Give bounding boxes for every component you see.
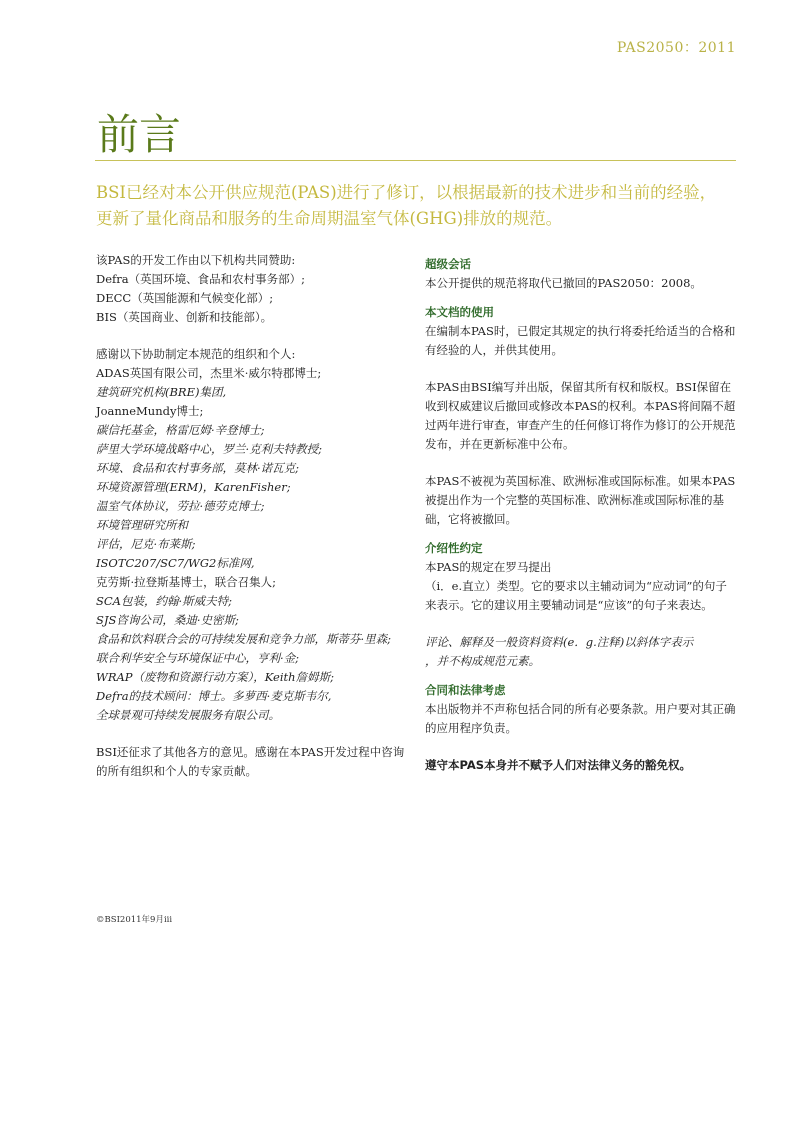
left-column <box>96 251 406 781</box>
sponsor-item: BIS（英国商业、创新和技能部）。 <box>96 310 273 324</box>
sponsor-item: Defra（英国环境、食品和农村事务部）; <box>96 272 306 286</box>
title-divider <box>95 160 736 161</box>
contributor-item: WRAP（废物和资源行动方案），Keith詹姆斯; <box>96 670 334 684</box>
conventions-italic-note: ，并不构成规范元素。 <box>425 654 540 668</box>
contributor-item: 环境管理研究所和 <box>96 518 188 532</box>
use-paragraph: 本PAS由BSI编写并出版，保留其所有权和版权。BSI保留在收到权威建议后撤回或修改本PAS的权利。本PAS将间隔不超过两年进行审查，审查产生的任何修订将作为修订的公开规范发布，并在更新标准中公布。 <box>425 380 736 451</box>
contributor-item: ISOTC207/SC7/WG2标准网, <box>96 556 255 570</box>
contributor-item: SCA包装，约翰·斯威夫特; <box>96 594 233 608</box>
sponsor-item: DECC（英国能源和气候变化部）; <box>96 291 274 305</box>
contributor-item: 环境、食品和农村事务部，莫林·诺瓦克; <box>96 461 300 475</box>
conventions-italic-note: 评论、解释及一般资料资料(e．g.注释)以斜体字表示 <box>425 635 694 649</box>
right-column <box>425 255 737 775</box>
legal-text: 本出版物并不声称包括合同的所有必要条款。用户要对其正确的应用程序负责。 <box>425 702 736 735</box>
use-paragraph: 在编制本PAS时，已假定其规定的执行将委托给适当的合格和有经验的人，并供其使用。 <box>425 324 736 357</box>
lead-paragraph: BSI已经对本公开供应规范(PAS)进行了修订，以根据最新的技术进步和当前的经验，更新了量化商品和服务的生命周期温室气体(GHG)排放的规范。 <box>96 183 717 228</box>
thanks-intro: 感谢以下协助制定本规范的组织和个人: <box>96 347 296 361</box>
contributor-item: 碳信托基金，格雷厄姆·辛登博士; <box>96 423 265 437</box>
contributor-item: 联合利华安全与环境保证中心，亨利·金; <box>96 651 300 665</box>
contributor-item: Defra的技术顾问：博士。多萝西·麦克斯韦尔, <box>96 689 332 703</box>
legal-bold-note: 遵守本PAS本身并不赋予人们对法律义务的豁免权。 <box>425 758 692 772</box>
conventions-text: （i．e.直立）类型。它的要求以主辅动词为“应动词”的句子来表示。它的建议用主要辅动词是“应该”的句子来表达。 <box>425 579 727 612</box>
section-heading-supersession: 超级会话 <box>425 257 471 271</box>
use-paragraph: 本PAS不被视为英国标准、欧洲标准或国际标准。如果本PAS被提出作为一个完整的英国标准、欧洲标准或国际标准的基础，它将被撤回。 <box>425 474 736 526</box>
closing-paragraph: BSI还征求了其他各方的意见。感谢在本PAS开发过程中咨询的所有组织和个人的专家贡献。 <box>96 745 405 778</box>
conventions-line: 本PAS的规定在罗马提出 <box>425 560 552 574</box>
contributor-item: 克劳斯·拉登斯基博士，联合召集人; <box>96 575 277 589</box>
contributor-item: ADAS英国有限公司，杰里米·威尔特郡博士; <box>96 366 322 380</box>
contributor-item: 食品和饮料联合会的可持续发展和竞争力部，斯蒂芬·里森; <box>96 632 392 646</box>
contributor-item: SJS咨询公司，桑迪·史密斯; <box>96 613 239 627</box>
page-footer: ©BSI2011年9月iii <box>96 915 173 925</box>
section-heading-legal: 合同和法律考虑 <box>425 683 506 697</box>
contributor-item: JoanneMundy博士; <box>96 404 204 418</box>
document-code: PAS2050：2011 <box>616 40 736 56</box>
contributor-item: 建筑研究机构(BRE)集团, <box>96 385 227 399</box>
sponsors-intro: 该PAS的开发工作由以下机构共同赞助: <box>96 253 296 267</box>
contributor-item: 评估，尼克·布莱斯; <box>96 537 196 551</box>
contributor-item: 全球景观可持续发展服务有限公司。 <box>96 708 280 722</box>
page-title: 前言 <box>97 110 182 159</box>
section-heading-use: 本文档的使用 <box>425 305 494 319</box>
section-heading-conventions: 介绍性约定 <box>425 541 483 555</box>
contributor-item: 环境资源管理(ERM)，KarenFisher; <box>96 480 291 494</box>
contributor-item: 温室气体协议，劳拉·德劳克博士; <box>96 499 265 513</box>
supersession-text: 本公开提供的规范将取代已撤回的PAS2050：2008。 <box>425 276 702 290</box>
contributor-item: 萨里大学环境战略中心，罗兰·克利夫特教授; <box>96 442 323 456</box>
